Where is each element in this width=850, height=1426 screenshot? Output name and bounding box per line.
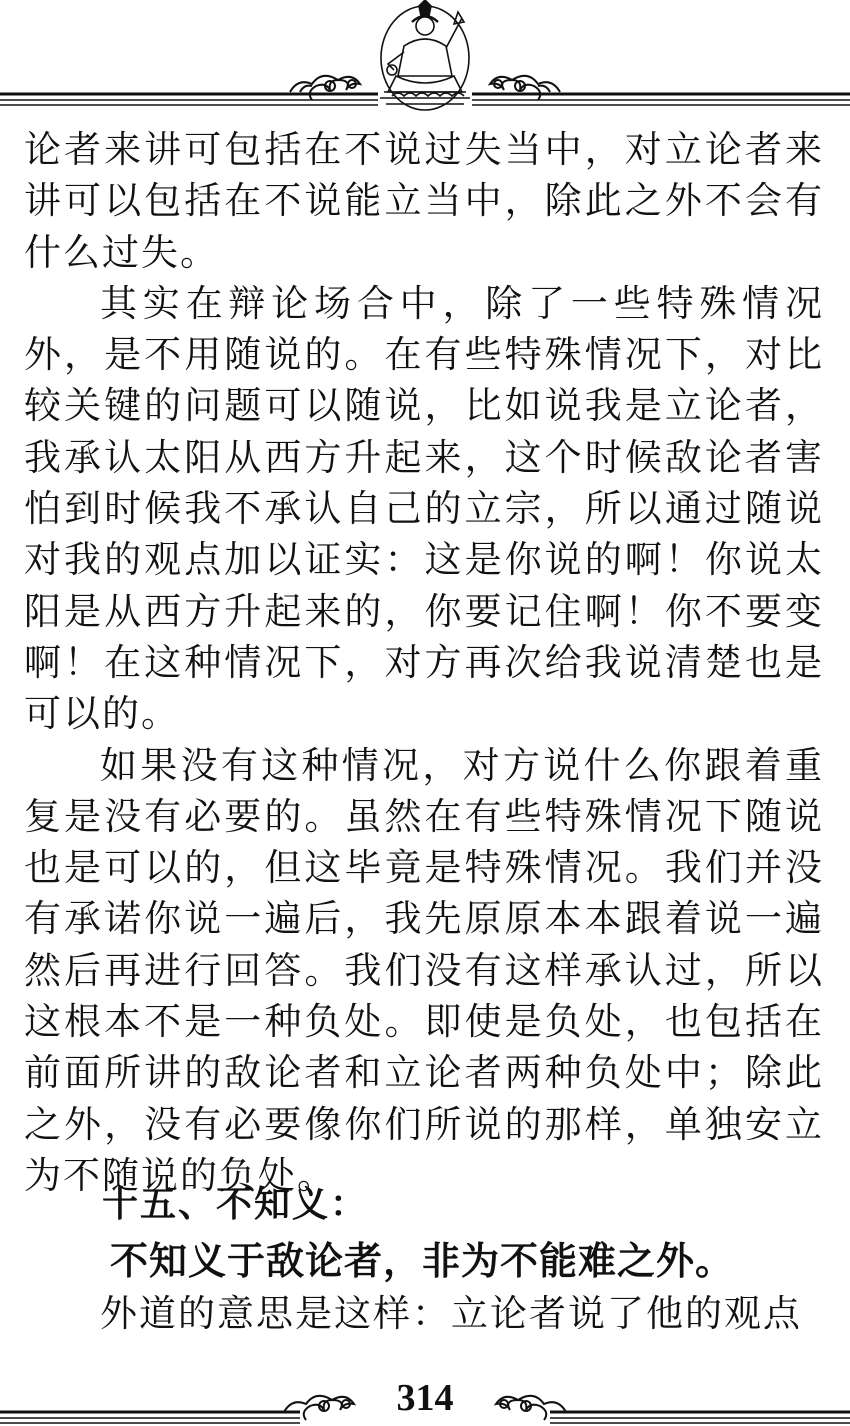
page-number: 314 (396, 1377, 454, 1419)
paragraph-2: 其实在辩论场合中，除了一些特殊情况外，是不用随说的。在有些特殊情况下，对比较关键的问题可以随说，比如说我是立论者，我承认太阳从西方升起来，这个时候敌论者害怕到时候我不承认自己的立宗，所以通过随说对我的观点加以证实：这是你说的啊！你说太阳是从西方升起来的，你要记住啊！你不要变啊！在这种情况下，对方再次给我说清楚也是可以的。 (24, 281, 824, 736)
root-verse: 不知义于敌论者，非为不能难之外。 (110, 1241, 735, 1283)
commentary-first-line: 外道的意思是这样：立论者说了他的观点 (100, 1292, 802, 1335)
body-text (24, 124, 824, 1201)
section-heading: 十五、不知义： (102, 1183, 369, 1225)
deity-figure-icon (380, 0, 470, 110)
paragraph-3: 如果没有这种情况，对方说什么你跟着重复是没有必要的。虽然在有些特殊情况下随说也是可以的，但这毕竟是特殊情况。我们并没有承诺你说一遍后，我先原原本本跟着说一遍然后再进行回答。我们没有这样承认过，所以这根本不是一种负处。即使是负处，也包括在前面所讲的敌论者和立论者两种负处中；除此之外，没有必要像你们所说的那样，单独安立为不随说的负处。 (24, 743, 824, 1197)
footer-cloud-right-icon (496, 1396, 566, 1420)
header-ornament (0, 0, 850, 112)
footer-cloud-left-icon (284, 1396, 354, 1420)
page-header (0, 0, 850, 112)
cloud-scroll-left-icon (290, 76, 360, 100)
paragraph-1: 论者来讲可包括在不说过失当中，对立论者来讲可以包括在不说能立当中，除此之外不会有什么过失。 (24, 128, 824, 274)
cloud-scroll-right-icon (490, 76, 560, 100)
